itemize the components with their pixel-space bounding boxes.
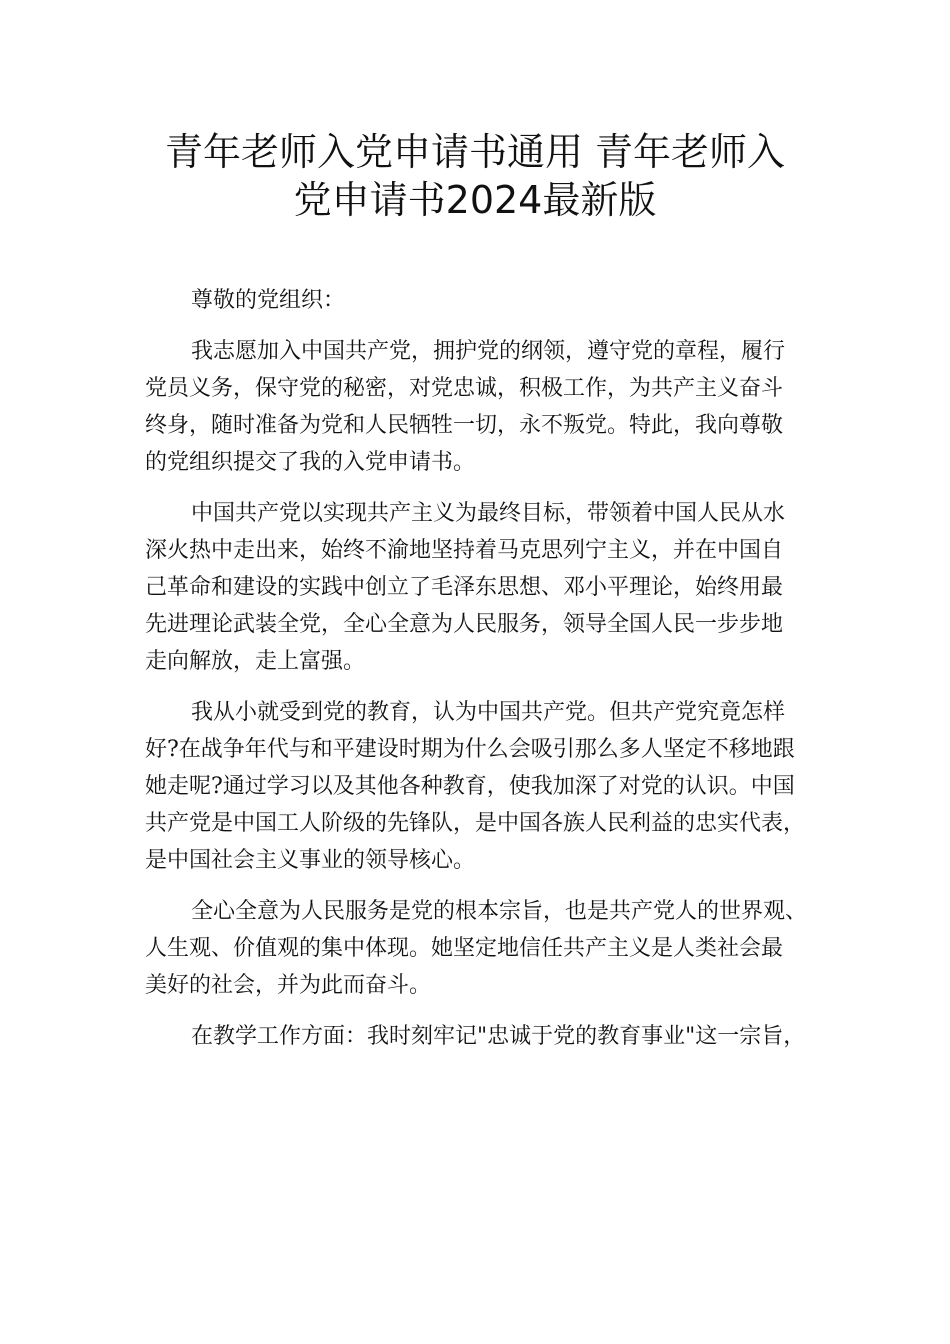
paragraph-line: 我志愿加入中国共产党，拥护党的纲领，遵守党的章程，履行 (191, 339, 786, 364)
paragraph-line: 先进理论武装全党，全心全意为人民服务，领导全国人民一步步地 (145, 612, 784, 637)
paragraph-2 (145, 495, 825, 680)
paragraph-line: 中国共产党以实现共产主义为最终目标，带领着中国人民从水 (191, 501, 786, 526)
paragraph-5 (145, 1018, 825, 1055)
paragraph-line: 我从小就受到党的教育，认为中国共产党。但共产党究竟怎样 (191, 700, 786, 725)
title-line: 党申请书2024最新版 (293, 178, 657, 222)
document-body (145, 282, 825, 1069)
paragraph-line: 美好的社会，并为此而奋斗。 (145, 973, 432, 998)
paragraph-line: 深火热中走出来，始终不渝地坚持着马克思列宁主义，并在中国自 (145, 538, 784, 563)
paragraph-line: 在教学工作方面：我时刻牢记"忠诚于党的教育事业"这一宗旨， (191, 1024, 806, 1049)
paragraph-line: 终身，随时准备为党和人民牺牲一切，永不叛党。特此，我向尊敬 (145, 413, 784, 438)
paragraph-line: 人生观、价值观的集中体现。她坚定地信任共产主义是人类社会最 (145, 936, 784, 961)
paragraph-line: 是中国社会主义事业的领导核心。 (145, 848, 476, 873)
title-line: 青年老师入党申请书通用 青年老师入 (164, 130, 786, 174)
paragraph-line: 她走呢?通过学习以及其他各种教育，使我加深了对党的认识。中国 (145, 774, 795, 799)
paragraph-line: 好?在战争年代与和平建设时期为什么会吸引那么多人坚定不移地跟 (145, 737, 795, 762)
paragraph-line: 的党组织提交了我的入党申请书。 (145, 450, 476, 475)
paragraph-line: 走向解放，走上富强。 (145, 649, 366, 674)
paragraph-4 (145, 893, 825, 1004)
paragraph-1 (145, 333, 825, 481)
salutation: 尊敬的党组织： (191, 288, 346, 313)
paragraph-line: 共产党是中国工人阶级的先锋队，是中国各族人民利益的忠实代表， (145, 811, 806, 836)
paragraph-line: 党员义务，保守党的秘密，对党忠诚，积极工作，为共产主义奋斗 (145, 376, 784, 401)
paragraph-3 (145, 694, 825, 879)
paragraph-line: 己革命和建设的实践中创立了毛泽东思想、邓小平理论，始终用最 (145, 575, 784, 600)
document-title (110, 128, 840, 224)
paragraph-line: 全心全意为人民服务是党的根本宗旨，也是共产党人的世界观、 (191, 899, 808, 924)
